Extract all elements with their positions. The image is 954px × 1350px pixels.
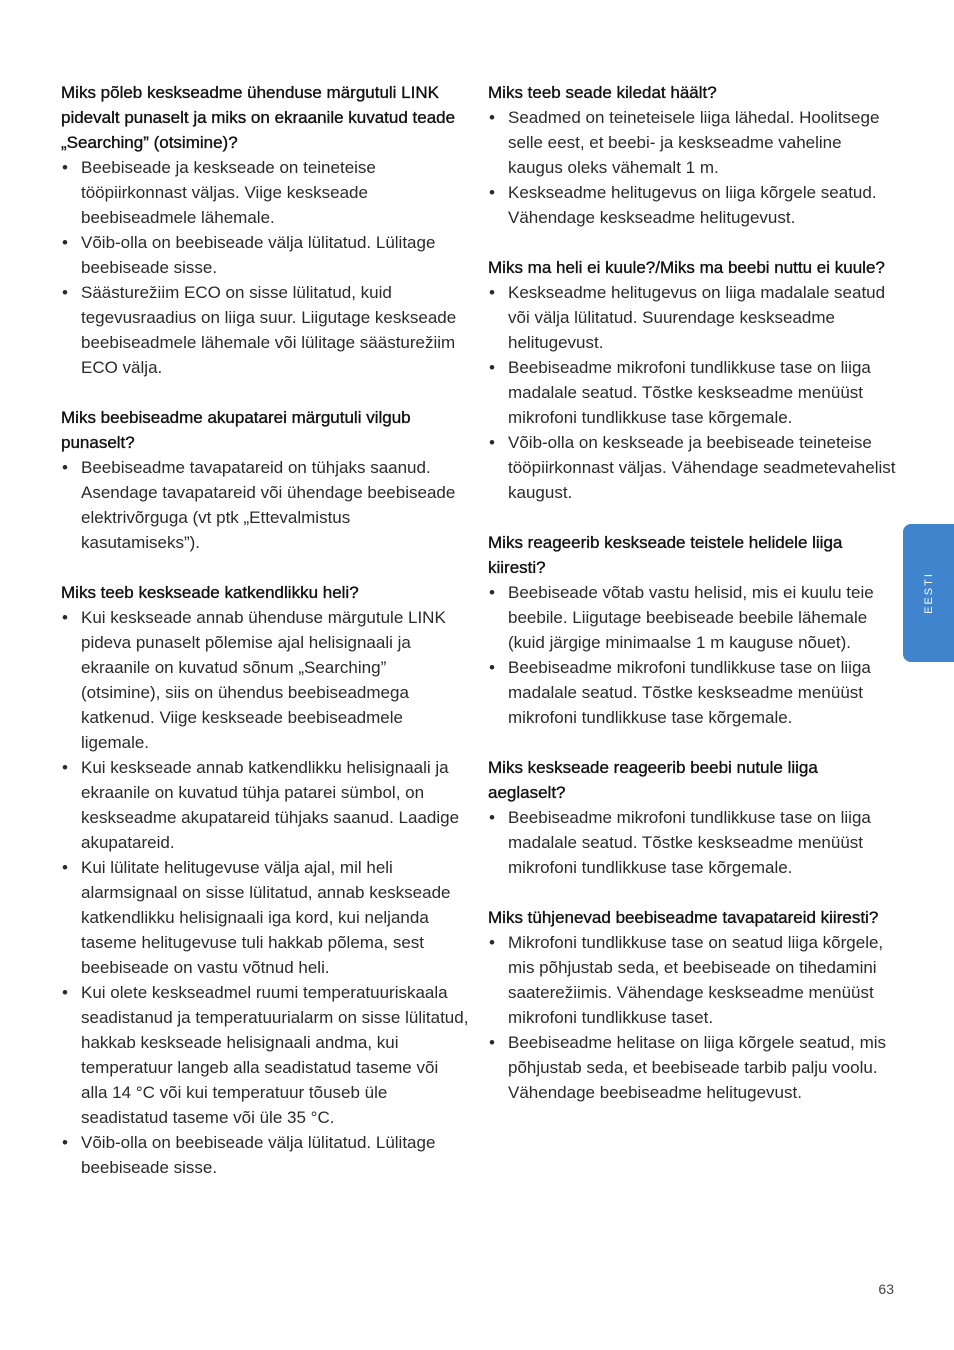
faq-question: Miks keskseade reageerib beebi nutule liiga aeglaselt?	[488, 758, 818, 802]
faq-question: Miks teeb seade kiledat häält?	[488, 83, 717, 102]
faq-answer-list	[61, 155, 469, 380]
faq-question: Miks tühjenevad beebiseadme tavapatareid kiiresti?	[488, 908, 879, 927]
page-number: 63	[878, 1281, 894, 1297]
faq-answer-item: • Seadmed on teineteisele liiga lähedal. Hoolitsege selle eest, et beebi- ja keskseadme vaheline kaugus oleks vähemalt 1 m.	[488, 105, 896, 180]
faq-question: Miks põleb keskseadme ühenduse märgutuli LINK pidevalt punaselt ja miks on ekraanile kuvatud teade „Searching” (otsimine)?	[61, 83, 456, 152]
faq-answer-item: • Beebiseade ja keskseade on teineteise tööpiirkonnast väljas. Viige keskseade beebiseadmele lähemale.	[61, 155, 469, 230]
faq-answer-item: • Kui lülitate helitugevuse välja ajal, mil heli alarmsignaal on sisse lülitatud, annab keskseade katkendlikku helisignaali iga kord, kui neljanda taseme helitugevuse tuli hakkab põlema, sest beebiseade on vastu võtnud heli.	[61, 855, 469, 980]
faq-answer-item: • Beebiseadme tavapatareid on tühjaks saanud. Asendage tavapatareid või ühendage beebiseade elektrivõrguga (vt ptk „Ettevalmistus kasutamiseks”).	[61, 455, 469, 555]
faq-section	[488, 80, 896, 230]
faq-section	[488, 755, 896, 880]
faq-answer-item: • Beebiseadme mikrofoni tundlikkuse tase on liiga madalale seatud. Tõstke keskseadme menüüst mikrofoni tundlikkuse tase kõrgemale.	[488, 655, 896, 730]
faq-answer-list	[488, 930, 896, 1105]
faq-question: Miks ma heli ei kuule?/Miks ma beebi nuttu ei kuule?	[488, 258, 885, 277]
faq-answer-item: • Kui keskseade annab ühenduse märgutule LINK pideva punaselt põlemise ajal helisignaali ja ekraanile on kuvatud sõnum „Searching” (otsimine), siis on ühendus beebiseadmega katkenud. Viige keskseade beebiseadmele ligemale.	[61, 605, 469, 755]
faq-answer-item: • Kui olete keskseadmel ruumi temperatuuriskaala seadistanud ja temperatuurialarm on sisse lülitatud, hakkab keskseade helisignaali andma, kui temperatuur langeb alla seadistatud taseme või alla 14 °C või kui temperatuur tõuseb üle seadistatud taseme või üle 35 °C.	[61, 980, 469, 1130]
faq-section	[488, 530, 896, 730]
right-column	[488, 80, 896, 1130]
faq-question: Miks teeb keskseade katkendlikku heli?	[61, 583, 359, 602]
faq-answer-item: • Keskseadme helitugevus on liiga madalale seatud või välja lülitatud. Suurendage keskseadme helitugevust.	[488, 280, 896, 355]
faq-answer-item: • Keskseadme helitugevus on liiga kõrgele seatud. Vähendage keskseadme helitugevust.	[488, 180, 896, 230]
faq-answer-list	[488, 105, 896, 230]
faq-answer-item: • Beebiseadme helitase on liiga kõrgele seatud, mis põhjustab seda, et beebiseade tarbib palju voolu. Vähendage beebiseadme helitugevust.	[488, 1030, 896, 1105]
faq-answer-item: • Beebiseade võtab vastu helisid, mis ei kuulu teie beebile. Liigutage beebiseade beebile lähemale (kuid järgige minimaalse 1 m kauguse nõuet).	[488, 580, 896, 655]
faq-answer-item: • Beebiseadme mikrofoni tundlikkuse tase on liiga madalale seatud. Tõstke keskseadme menüüst mikrofoni tundlikkuse tase kõrgemale.	[488, 355, 896, 430]
faq-answer-list	[61, 455, 469, 555]
faq-answer-item: • Kui keskseade annab katkendlikku helisignaali ja ekraanile on kuvatud tühja patarei sümbol, on keskseadme akupatareid tühjaks saanud. Laadige akupatareid.	[61, 755, 469, 855]
faq-section	[61, 405, 469, 555]
faq-answer-list	[488, 580, 896, 730]
faq-answer-item: • Võib-olla on beebiseade välja lülitatud. Lülitage beebiseade sisse.	[61, 230, 469, 280]
faq-answer-item: • Beebiseadme mikrofoni tundlikkuse tase on liiga madalale seatud. Tõstke keskseadme menüüst mikrofoni tundlikkuse tase kõrgemale.	[488, 805, 896, 880]
faq-answer-item: • Mikrofoni tundlikkuse tase on seatud liiga kõrgele, mis põhjustab seda, et beebiseade on tihedamini saaterežiimis. Vähendage keskseadme menüüst mikrofoni tundlikkuse taset.	[488, 930, 896, 1030]
faq-answer-list	[61, 605, 469, 1180]
faq-answer-list	[488, 280, 896, 505]
left-column	[61, 80, 469, 1205]
faq-section	[488, 905, 896, 1105]
faq-question: Miks beebiseadme akupatarei märgutuli vilgub punaselt?	[61, 408, 411, 452]
faq-question: Miks reageerib keskseade teistele helidele liiga kiiresti?	[488, 533, 843, 577]
faq-answer-item: • Võib-olla on beebiseade välja lülitatud. Lülitage beebiseade sisse.	[61, 1130, 469, 1180]
faq-answer-list	[488, 805, 896, 880]
faq-answer-item: • Võib-olla on keskseade ja beebiseade teineteise tööpiirkonnast väljas. Vähendage seadmetevahelist kaugust.	[488, 430, 896, 505]
language-tab-label: EESTI	[922, 572, 935, 614]
faq-answer-item: • Säästurežiim ECO on sisse lülitatud, kuid tegevusraadius on liiga suur. Liigutage keskseade beebiseadmele lähemale või lülitage säästurežiim ECO välja.	[61, 280, 469, 380]
faq-section	[61, 80, 469, 380]
faq-section	[61, 580, 469, 1180]
faq-section	[488, 255, 896, 505]
language-tab	[903, 524, 954, 662]
